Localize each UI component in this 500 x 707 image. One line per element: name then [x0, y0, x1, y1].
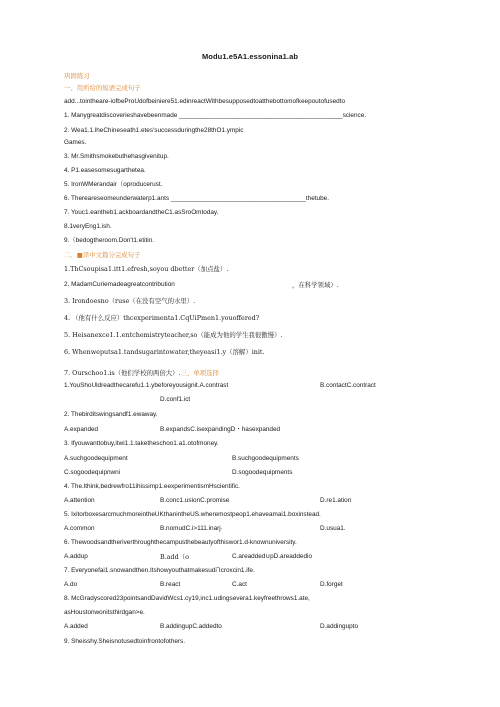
s1-item-1: 1. Manygreatdiscoverieshavebeenmade ______________________________________________science.: [64, 112, 367, 119]
section-heading-2: [64, 251, 140, 259]
q5-stem: 5. IxitorboxesarcmuchmoreintheUKthanintheUS.wheremostpeop1.ehaveamai1.boxinstead.: [64, 511, 321, 518]
phrase-bank: add...tointheare-iofbeProUdofbeiniere51.edinreactWithbesupposedtoatthebottomofkeepoutofusedto: [64, 98, 346, 105]
q4-stem: 4. The.lthink,bedrewfro11ihissimp1.eexperimentismHscientific.: [64, 483, 240, 490]
q8-stem-cont: asHoustonwonitsthirdgan>e.: [64, 609, 145, 616]
q1-option-d: D.conf1.ict: [160, 396, 191, 403]
q7-option-c: C.act: [232, 581, 247, 588]
q4-option-b-c: B.conc1.usionC.promise: [160, 497, 230, 504]
s2-item-2: 2. MadamCuriemadeagreatcontribution: [64, 281, 175, 288]
q3-option-a: A.suchgoodequipment: [64, 455, 128, 462]
section-2-prefix: 二、: [64, 251, 77, 259]
s1-item-6: 6. Thereareseomeunderwaterp1.ants ______________________________________thetube.: [64, 195, 329, 202]
q6-option-c-d: C.areadded∪pD.areaddedio: [232, 553, 313, 560]
section-heading-1: 一、用所给的短语完成句子: [64, 84, 141, 92]
section-2-label: 译中文篇分完成句子: [82, 251, 141, 259]
q6-stem: 6. Thewoodsandtheriverthroughthecampusthebeautyofthiswor1.d-knownuniversity.: [64, 539, 297, 546]
s2-item-1: 1.ThCsoupisa1.itt1.efresh,soyou dbetter（加点盐）.: [64, 265, 229, 273]
q5-option-b-c: B.nomudC.i>111.inarj·: [160, 525, 223, 532]
s1-item-8: 8.1veryEng1.ish.: [64, 223, 112, 230]
page-title: Modu1.e5A1.essonina1.ab: [201, 52, 299, 61]
q2-stem: 2. Thebirditswingsandf1.ewaway.: [64, 411, 158, 418]
q5-option-d: D.usua1.: [320, 525, 346, 532]
q7-option-a: A.do: [64, 581, 78, 588]
s2-item-6: 6. Whenweputsa1.tandsugarintowater,theyeasi1.y（溶解）init.: [64, 348, 265, 356]
q2-option-a: A.expanded: [64, 426, 99, 433]
s2-item-7-line: [64, 369, 219, 377]
s1-item-2: 2. Wea1.1.lheChineseath1.etes'successduringthe28thO1.ympic: [64, 127, 244, 134]
q3-option-d: D.sogoodequipments: [232, 469, 293, 476]
q6-option-b: B.add（o: [160, 553, 189, 561]
s2-item-5: 5. Heisanexce1.1.entchemistryteacher,so（能成为他的学生我很傲慢）.: [64, 331, 283, 339]
square-marker-icon: ■: [76, 251, 83, 259]
q8-option-a: A.added: [64, 623, 88, 630]
q8-stem: 8. McGradyscored23pointsandDavidWcs1.cy19,inc1.udingsevera1.keyfreethrows1.ate,: [64, 595, 310, 602]
q7-option-d: D.forget: [320, 581, 343, 588]
q9-stem: 9. Sheisshy.Sheisnotusedtoinfrontofothers.: [64, 638, 186, 645]
s2-item-3: 3. Irondoesno（ruse（在没有空气的水里）.: [64, 297, 196, 305]
s1-item-5: 5. IronWMerandair（oproducerust.: [64, 181, 163, 188]
s2-item-4: 4. （他有什么反应）thcexperimenta1.CqUiPmen1.youoffered?: [64, 314, 260, 322]
q3-stem: 3. Ifyouwanttobuy,itwi1.1.taketheschoo1.a1.otofmoney.: [64, 440, 219, 447]
q3-option-c: C.sogoodequipnwni: [64, 469, 121, 476]
s1-item-2-cont: Games.: [64, 139, 87, 146]
s1-item-9: 9.（bedogtheroom.Don't1.etitin.: [64, 237, 155, 244]
q7-option-b: B.react: [160, 581, 181, 588]
q1-option-b-c: B.contactC.contract: [320, 382, 376, 389]
q4-option-d: D.re1.ation: [320, 497, 352, 504]
q6-option-a: A.addup: [64, 553, 88, 560]
q8-option-b-c: B.addingupC.addedto: [160, 623, 222, 630]
s1-item-3: 3. Mr.Smithsmokebuthehasgivenitup.: [64, 153, 169, 160]
q2-option-b-c-d: B.expandsC.isexpandingD・hasexpanded: [160, 426, 281, 433]
section-heading-3: 三、单项选择: [180, 369, 219, 377]
heading-consolidation: 巩固练习: [64, 72, 90, 80]
s1-item-4: 4. P1.easesomesugarthetea.: [64, 167, 146, 174]
q5-option-a: A.common: [64, 525, 95, 532]
q1-stem: 1.YouShoUldreadthecarefu1.1.ybeforeyousignit.A.contrast: [64, 382, 229, 389]
q8-option-d: D.addingupto: [320, 623, 359, 630]
q4-option-a: A.attention: [64, 497, 95, 504]
s2-item-7: 7. Ourschoo1.is（他们学校的两倍大）.: [64, 369, 181, 377]
s2-item-2-blank: ，在科学领域）.: [292, 281, 339, 289]
q3-option-b: B.suchgoodequipments: [232, 455, 299, 462]
q7-stem: 7. Everyonefai1.snowandthen.ItshowyouthatmakesudiˆIcroxcin1.ife.: [64, 567, 255, 574]
s1-item-7: 7. Youc1.eantheb1.ackboardandtheC1.asSroOmtoday.: [64, 209, 219, 216]
